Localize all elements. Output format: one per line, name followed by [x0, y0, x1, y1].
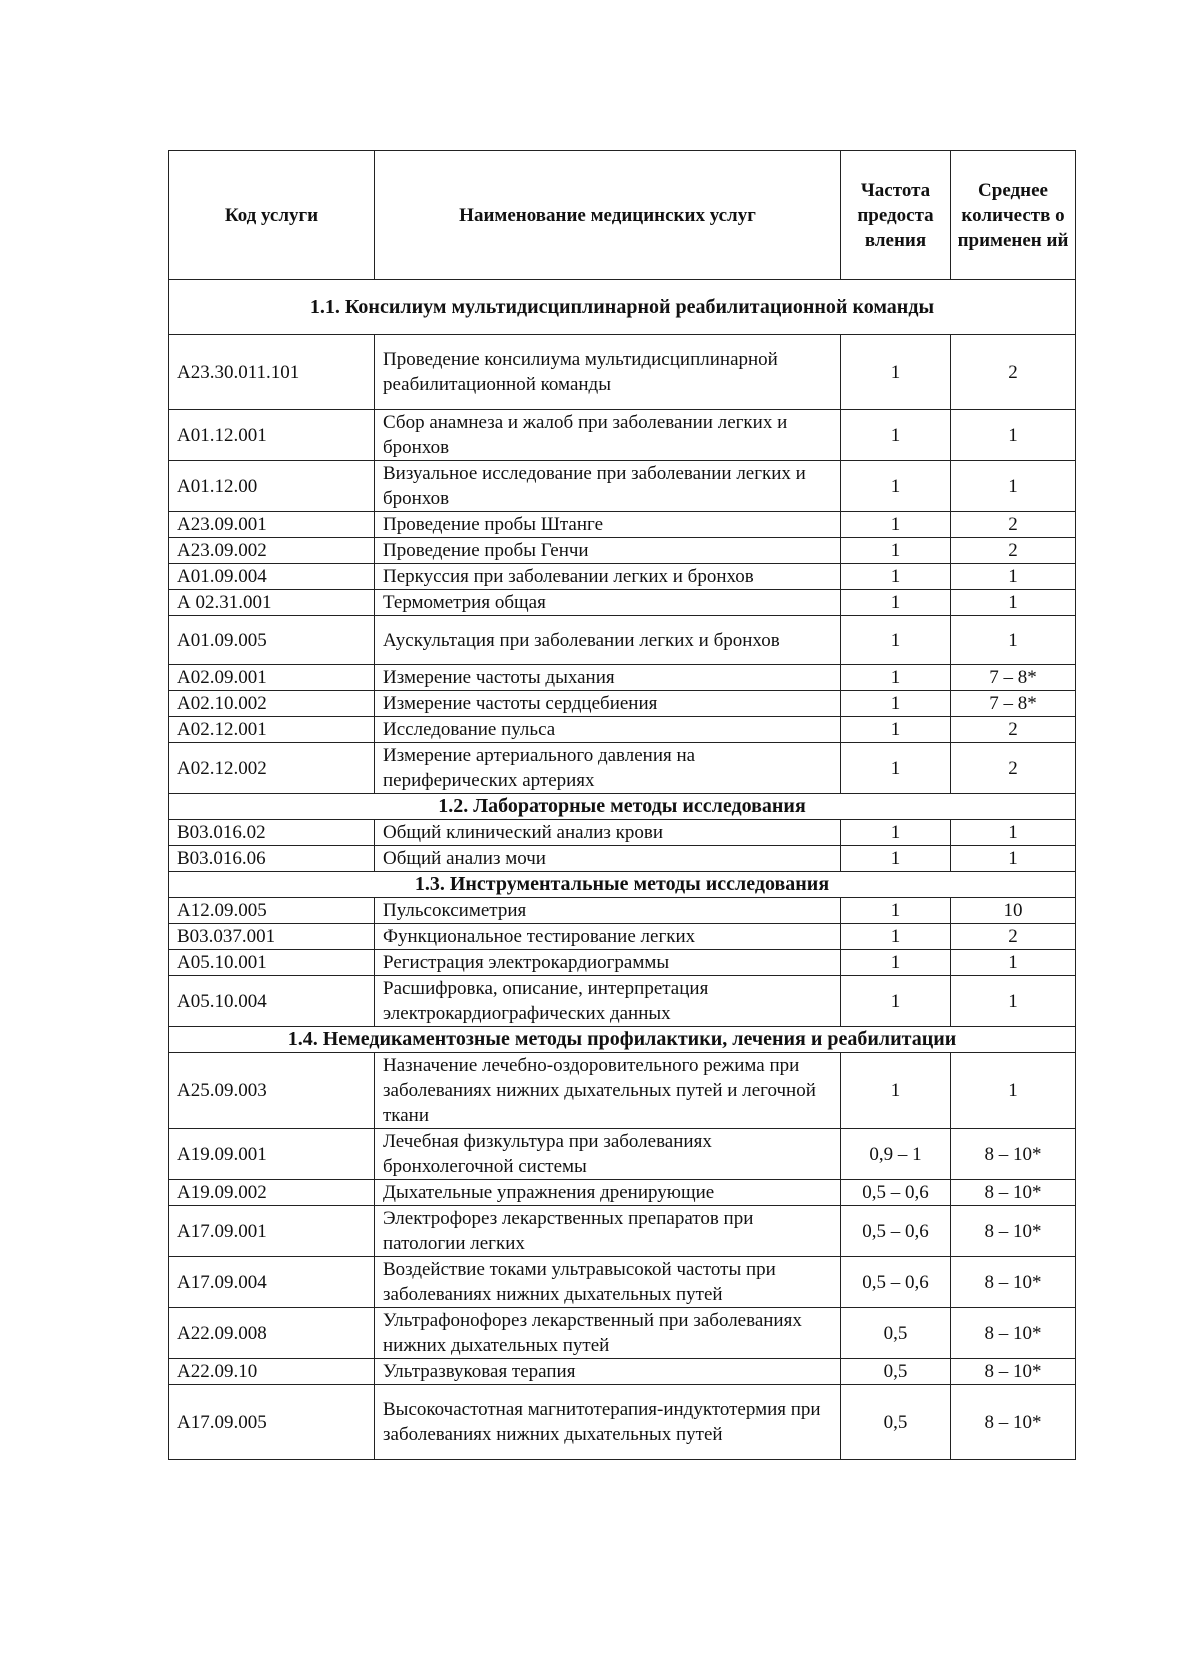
table-row: [169, 820, 1076, 846]
service-name: Высокочастотная магнитотерапия-индуктотермия при заболеваниях нижних дыхательных путей: [375, 1385, 841, 1460]
service-code: А23.09.002: [169, 538, 375, 564]
service-code: А 02.31.001: [169, 590, 375, 616]
service-frequency: 1: [841, 538, 951, 564]
service-average-count: 1: [951, 846, 1076, 872]
service-average-count: 1: [951, 1053, 1076, 1129]
service-frequency: 1: [841, 564, 951, 590]
section-row: [169, 1027, 1076, 1053]
service-average-count: 2: [951, 335, 1076, 410]
service-code: А23.09.001: [169, 512, 375, 538]
table-row: [169, 1385, 1076, 1460]
service-frequency: 1: [841, 512, 951, 538]
table-row: [169, 924, 1076, 950]
document-page: [168, 150, 1075, 1460]
service-frequency: 0,9 – 1: [841, 1129, 951, 1180]
header-name: Наименование медицинских услуг: [375, 151, 841, 280]
table-row: [169, 976, 1076, 1027]
service-code: А19.09.001: [169, 1129, 375, 1180]
service-average-count: 8 – 10*: [951, 1129, 1076, 1180]
service-frequency: 0,5: [841, 1359, 951, 1385]
table-row: [169, 616, 1076, 665]
service-code: А01.09.004: [169, 564, 375, 590]
service-frequency: 1: [841, 743, 951, 794]
service-name: Визуальное исследование при заболевании легких и бронхов: [375, 461, 841, 512]
header-frequency: Частота предоста вления: [841, 151, 951, 280]
service-code: А23.30.011.101: [169, 335, 375, 410]
service-average-count: 8 – 10*: [951, 1385, 1076, 1460]
service-code: В03.016.06: [169, 846, 375, 872]
service-frequency: 0,5 – 0,6: [841, 1180, 951, 1206]
service-name: Пульсоксиметрия: [375, 898, 841, 924]
table-row: [169, 564, 1076, 590]
service-name: Измерение частоты дыхания: [375, 665, 841, 691]
service-name: Электрофорез лекарственных препаратов при патологии легких: [375, 1206, 841, 1257]
service-frequency: 1: [841, 1053, 951, 1129]
service-code: А05.10.001: [169, 950, 375, 976]
table-row: [169, 590, 1076, 616]
service-name: Измерение артериального давления на периферических артериях: [375, 743, 841, 794]
service-frequency: 1: [841, 898, 951, 924]
section-title: 1.1. Консилиум мультидисциплинарной реабилитационной команды: [169, 280, 1076, 335]
service-name: Сбор анамнеза и жалоб при заболевании легких и бронхов: [375, 410, 841, 461]
table-row: [169, 1308, 1076, 1359]
service-average-count: 7 – 8*: [951, 665, 1076, 691]
service-name: Аускультация при заболевании легких и бронхов: [375, 616, 841, 665]
service-average-count: 7 – 8*: [951, 691, 1076, 717]
section-title: 1.4. Немедикаментозные методы профилактики, лечения и реабилитации: [169, 1027, 1076, 1053]
service-code: А02.12.001: [169, 717, 375, 743]
service-average-count: 2: [951, 538, 1076, 564]
service-frequency: 0,5 – 0,6: [841, 1257, 951, 1308]
service-code: А01.09.005: [169, 616, 375, 665]
service-code: В03.016.02: [169, 820, 375, 846]
table-row: [169, 410, 1076, 461]
service-average-count: 8 – 10*: [951, 1206, 1076, 1257]
section-title: 1.3. Инструментальные методы исследования: [169, 872, 1076, 898]
service-frequency: 1: [841, 461, 951, 512]
service-name: Функциональное тестирование легких: [375, 924, 841, 950]
service-frequency: 0,5: [841, 1308, 951, 1359]
section-row: [169, 872, 1076, 898]
table-row: [169, 743, 1076, 794]
services-table: [168, 150, 1076, 1460]
service-frequency: 1: [841, 590, 951, 616]
service-frequency: 1: [841, 616, 951, 665]
table-row: [169, 512, 1076, 538]
service-frequency: 1: [841, 924, 951, 950]
service-average-count: 1: [951, 590, 1076, 616]
service-code: А05.10.004: [169, 976, 375, 1027]
table-row: [169, 691, 1076, 717]
table-row: [169, 846, 1076, 872]
service-name: Термометрия общая: [375, 590, 841, 616]
service-name: Исследование пульса: [375, 717, 841, 743]
service-average-count: 2: [951, 512, 1076, 538]
service-average-count: 8 – 10*: [951, 1257, 1076, 1308]
service-frequency: 1: [841, 717, 951, 743]
service-frequency: 1: [841, 976, 951, 1027]
service-frequency: 0,5: [841, 1385, 951, 1460]
table-row: [169, 461, 1076, 512]
service-name: Проведение пробы Штанге: [375, 512, 841, 538]
service-frequency: 0,5 – 0,6: [841, 1206, 951, 1257]
service-name: Лечебная физкультура при заболеваниях бронхолегочной системы: [375, 1129, 841, 1180]
service-average-count: 1: [951, 616, 1076, 665]
table-row: [169, 950, 1076, 976]
service-average-count: 8 – 10*: [951, 1180, 1076, 1206]
service-average-count: 2: [951, 924, 1076, 950]
service-average-count: 2: [951, 743, 1076, 794]
service-frequency: 1: [841, 846, 951, 872]
service-code: А02.12.002: [169, 743, 375, 794]
section-row: [169, 794, 1076, 820]
service-average-count: 8 – 10*: [951, 1308, 1076, 1359]
service-frequency: 1: [841, 950, 951, 976]
service-name: Регистрация электрокардиограммы: [375, 950, 841, 976]
header-row: [169, 151, 1076, 280]
service-average-count: 1: [951, 461, 1076, 512]
service-name: Общий клинический анализ крови: [375, 820, 841, 846]
table-row: [169, 665, 1076, 691]
service-name: Проведение пробы Генчи: [375, 538, 841, 564]
table-row: [169, 335, 1076, 410]
table-row: [169, 538, 1076, 564]
service-average-count: 10: [951, 898, 1076, 924]
service-code: А17.09.004: [169, 1257, 375, 1308]
service-code: А17.09.001: [169, 1206, 375, 1257]
service-name: Общий анализ мочи: [375, 846, 841, 872]
service-code: А19.09.002: [169, 1180, 375, 1206]
service-name: Назначение лечебно-оздоровительного режима при заболеваниях нижних дыхательных путей и легочной ткани: [375, 1053, 841, 1129]
header-code: Код услуги: [169, 151, 375, 280]
table-row: [169, 1359, 1076, 1385]
table-row: [169, 1180, 1076, 1206]
service-average-count: 1: [951, 950, 1076, 976]
service-name: Перкуссия при заболевании легких и бронхов: [375, 564, 841, 590]
service-code: А22.09.10: [169, 1359, 375, 1385]
table-row: [169, 1053, 1076, 1129]
service-name: Расшифровка, описание, интерпретация электрокардиографических данных: [375, 976, 841, 1027]
table-row: [169, 1257, 1076, 1308]
service-code: А12.09.005: [169, 898, 375, 924]
table-row: [169, 717, 1076, 743]
service-code: А02.09.001: [169, 665, 375, 691]
service-code: А02.10.002: [169, 691, 375, 717]
service-code: А01.12.00: [169, 461, 375, 512]
service-name: Ультрафонофорез лекарственный при заболеваниях нижних дыхательных путей: [375, 1308, 841, 1359]
table-row: [169, 1206, 1076, 1257]
service-frequency: 1: [841, 410, 951, 461]
service-average-count: 1: [951, 976, 1076, 1027]
service-name: Проведение консилиума мультидисциплинарной реабилитационной команды: [375, 335, 841, 410]
table-row: [169, 1129, 1076, 1180]
section-title: 1.2. Лабораторные методы исследования: [169, 794, 1076, 820]
service-code: А25.09.003: [169, 1053, 375, 1129]
service-average-count: 1: [951, 410, 1076, 461]
service-average-count: 2: [951, 717, 1076, 743]
section-row: [169, 280, 1076, 335]
header-average-count: Среднее количеств о применен ий: [951, 151, 1076, 280]
service-frequency: 1: [841, 665, 951, 691]
table-body: [169, 280, 1076, 1460]
service-average-count: 8 – 10*: [951, 1359, 1076, 1385]
service-code: В03.037.001: [169, 924, 375, 950]
service-name: Измерение частоты сердцебиения: [375, 691, 841, 717]
service-frequency: 1: [841, 335, 951, 410]
service-name: Воздействие токами ультравысокой частоты при заболеваниях нижних дыхательных путей: [375, 1257, 841, 1308]
service-average-count: 1: [951, 820, 1076, 846]
service-code: А01.12.001: [169, 410, 375, 461]
table-row: [169, 898, 1076, 924]
service-code: А22.09.008: [169, 1308, 375, 1359]
service-average-count: 1: [951, 564, 1076, 590]
service-name: Ультразвуковая терапия: [375, 1359, 841, 1385]
service-code: А17.09.005: [169, 1385, 375, 1460]
service-name: Дыхательные упражнения дренирующие: [375, 1180, 841, 1206]
service-frequency: 1: [841, 691, 951, 717]
service-frequency: 1: [841, 820, 951, 846]
